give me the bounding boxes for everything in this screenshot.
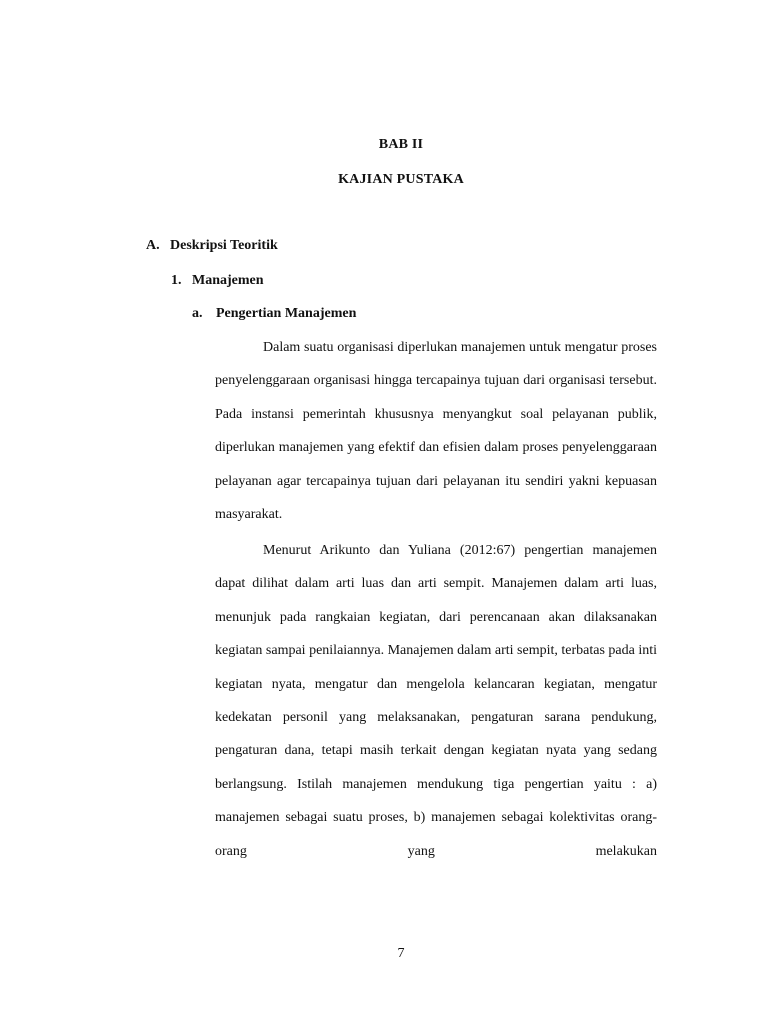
page-number: 7 xyxy=(397,946,405,961)
chapter-subtitle: KAJIAN PUSTAKA xyxy=(338,172,464,187)
section-marker: A. xyxy=(146,238,160,253)
subsubsection-label: Pengertian Manajemen xyxy=(216,306,357,321)
section-label: Deskripsi Teoritik xyxy=(170,238,278,253)
paragraph-2: Menurut Arikunto dan Yuliana (2012:67) pengertian manajemen dapat dilihat dalam arti luas dan arti sempit. Manajemen dalam arti luas, menunjuk pada rangkaian kegiatan, dari perencanaan akan dilaksanakan kegiatan sampai penilaiannya. Manajemen dalam arti sempit, terbatas pada inti kegiatan nyata, mengatur dan mengelola kelancaran kegiatan, mengatur kedekatan personil yang melaksanakan, pengaturan sarana pendukung, pengaturan dana, tetapi masih terkait dengan kegiatan nyata yang sedang berlangsung. Istilah manajemen mendukung tiga pengertian yaitu : a) manajemen sebagai suatu proses, b) manajemen sebagai kolektivitas orang-orang yang melakukan xyxy=(215,543,658,859)
subsubsection-marker: a. xyxy=(192,306,203,321)
subsubsection-heading xyxy=(192,306,356,322)
chapter-title: BAB II xyxy=(378,137,424,152)
subsection-marker: 1. xyxy=(171,273,182,288)
paragraph-1: Dalam suatu organisasi diperlukan manajemen untuk mengatur proses penyelenggaraan organisasi hingga tercapainya tujuan dari organisasi tersebut. Pada instansi pemerintah khususnya menyangkut soal pelayanan publik, diperlukan manajemen yang efektif dan efisien dalam proses penyelenggaraan pelayanan agar tercapainya tujuan dari pelayanan itu sendiri yakni kepuasan masyarakat. xyxy=(215,340,657,523)
section-heading xyxy=(146,238,278,254)
subsection-heading xyxy=(171,273,264,289)
subsection-label: Manajemen xyxy=(192,273,264,288)
